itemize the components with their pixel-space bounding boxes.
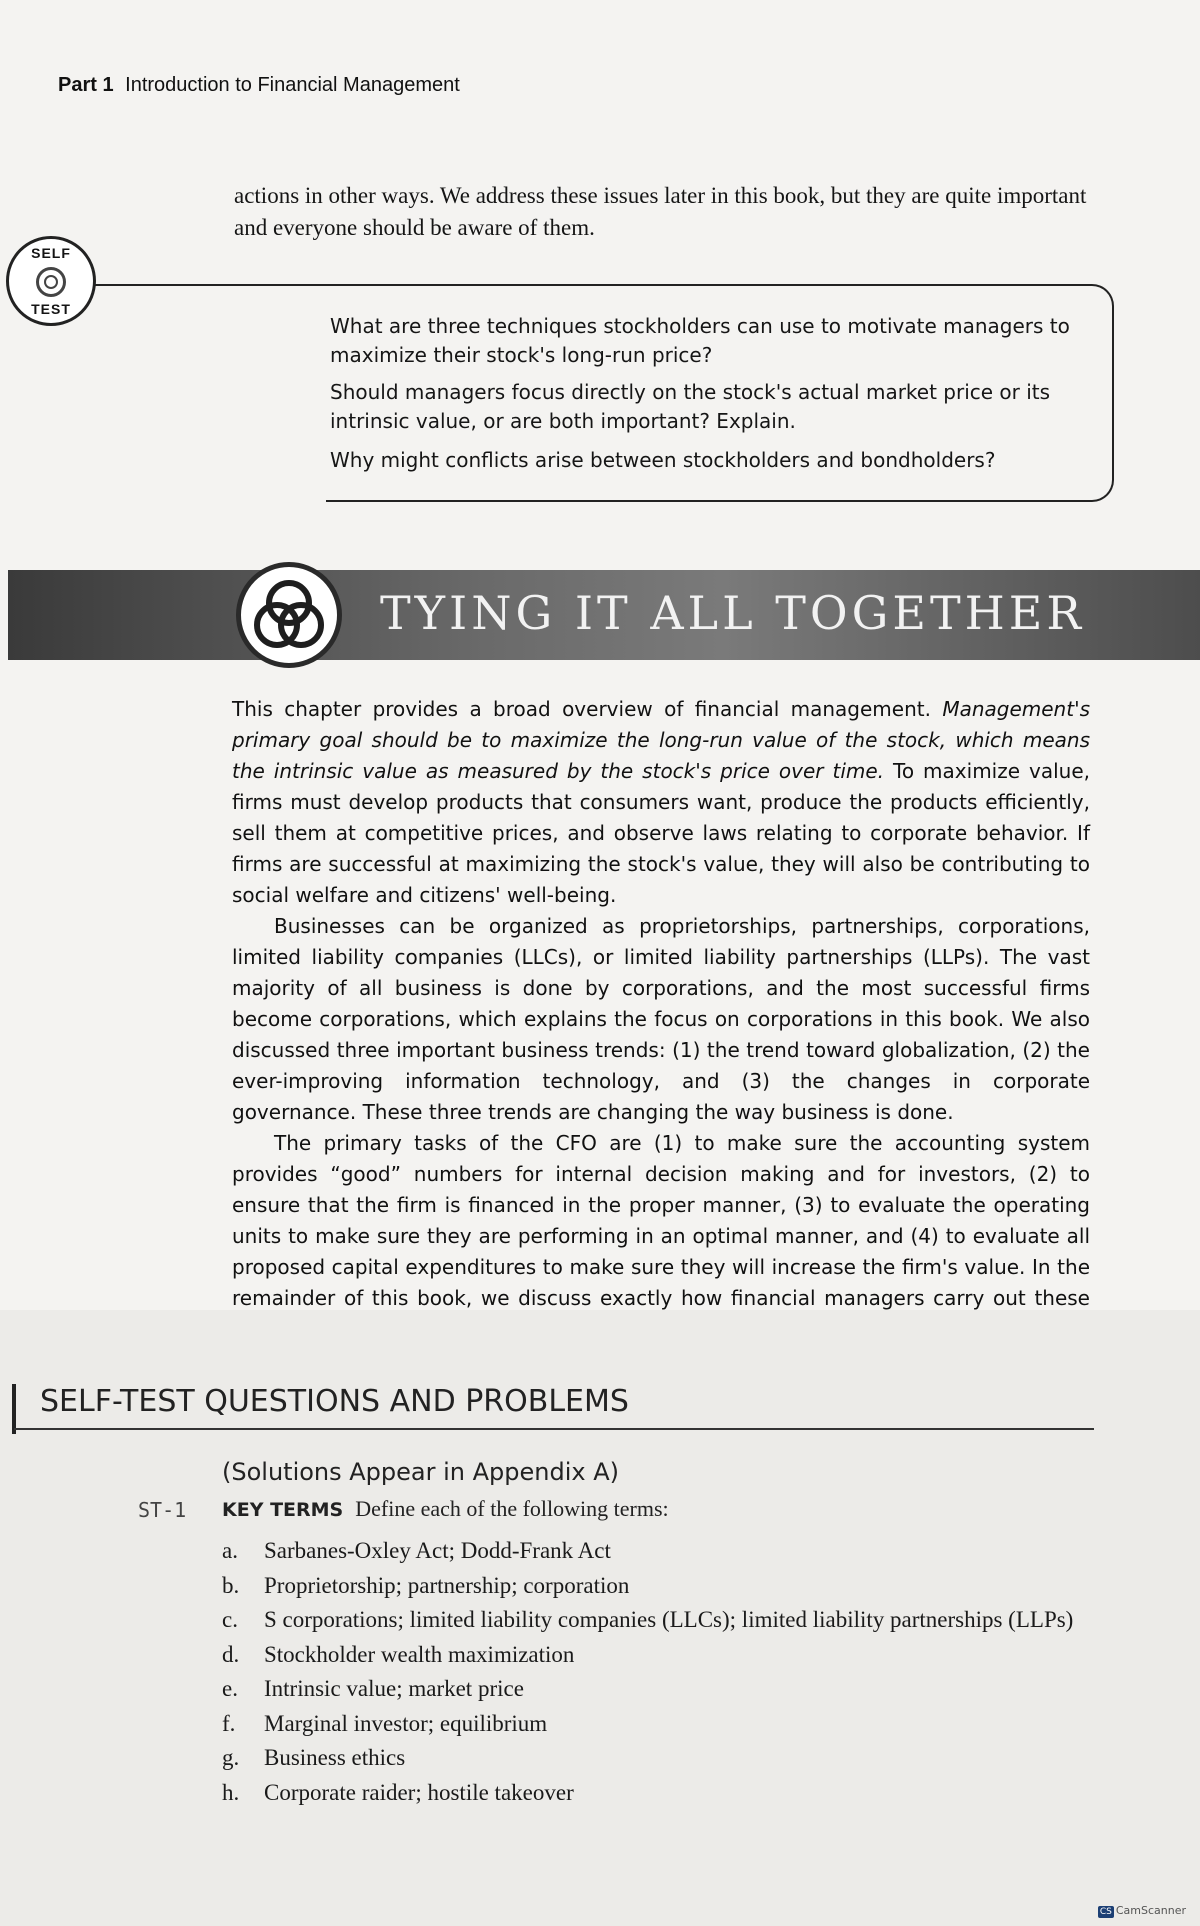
section-rule: [14, 1428, 1094, 1430]
badge-bottom-label: TEST: [31, 301, 71, 317]
item-text: Sarbanes-Oxley Act; Dodd-Frank Act: [264, 1538, 611, 1563]
item-text: Stockholder wealth maximization: [264, 1641, 575, 1667]
self-test-question: Should managers focus directly on the stock's actual market price or its intrinsic value, or are both important? Explain.: [330, 380, 1051, 433]
list-item: [222, 1603, 1142, 1638]
summary-paragraph-1: [232, 694, 1090, 911]
problem-heading: [222, 1496, 669, 1522]
list-item: [222, 1741, 1142, 1776]
summary-paragraph-3: The primary tasks of the CFO are (1) to make sure the accounting system provides “good” numbers for internal decision making and for investors, (2) to ensure that the firm is financed in the proper manner, (3) to evaluate the operating units to make sure they are performing in an optimal manner, and (4) to evaluate all proposed capital expenditures to make sure they will increase the firm's value. In the remainder of this book, we discuss exactly how financial managers carry out these: [232, 1131, 1090, 1310]
item-letter: d.: [222, 1641, 240, 1667]
item-letter: b.: [222, 1572, 240, 1598]
list-item: [222, 1569, 1142, 1604]
list-item: [222, 1534, 1142, 1569]
key-terms-label: KEY TERMS: [222, 1499, 344, 1521]
item-letter: h.: [222, 1779, 240, 1805]
item-text: Marginal investor; equilibrium: [264, 1710, 548, 1736]
key-terms-list: [222, 1534, 1142, 1810]
page-header: [58, 74, 460, 97]
item-text: S corporations; limited liability companies (LLCs); limited liability partnerships (LLPs): [264, 1607, 1074, 1632]
item-text: Business ethics: [264, 1745, 406, 1770]
summary-p1-start: This chapter provides a broad overview of financial management.: [232, 697, 943, 721]
part-label: Part 1: [58, 74, 114, 96]
problem-number: ST-1: [138, 1498, 187, 1522]
summary-p1-italic: Management's primary goal should be to maximize the long-run value of the stock, which means the intrinsic value as measured by the stock's price over time.: [232, 697, 1090, 783]
list-item: [222, 1638, 1142, 1673]
trefoil-knot-svg: [241, 567, 337, 663]
list-item: [222, 1672, 1142, 1707]
item-text: Proprietorship; partnership; corporation: [264, 1572, 630, 1598]
badge-top-label: SELF: [31, 245, 71, 261]
banner-title: TYING IT ALL TOGETHER: [380, 586, 1085, 640]
solutions-note: (Solutions Appear in Appendix A): [222, 1458, 620, 1486]
item-letter: g.: [222, 1745, 240, 1770]
chapter-summary: [232, 694, 1090, 1345]
item-letter: f.: [222, 1710, 236, 1736]
summary-p1-end: To maximize value, firms must develop products that consumers want, produce the products efficiently, sell them at competitive prices, and observe laws relating to corporate behavior. If firms are successful at maximizing the stock's value, they will also be contributing to social welfare and citizens' well-being.: [232, 759, 1090, 907]
list-item: [222, 1707, 1142, 1742]
camscanner-logo-icon: CS: [1099, 1907, 1112, 1917]
list-item: [222, 1776, 1142, 1811]
self-test-question: Why might conflicts arise between stockholders and bondholders?: [330, 448, 996, 472]
item-text: Intrinsic value; market price: [264, 1676, 524, 1701]
part-title: Introduction to Financial Management: [125, 74, 460, 96]
watermark-text: CamScanner: [1115, 1904, 1186, 1917]
self-test-question: What are three techniques stockholders can use to motivate managers to maximize their stock's long-run price?: [330, 314, 1070, 367]
item-letter: c.: [222, 1607, 238, 1632]
item-letter: a.: [222, 1538, 238, 1563]
self-test-badge-icon: [6, 236, 96, 326]
item-letter: e.: [222, 1676, 238, 1701]
section-marker: [12, 1384, 16, 1434]
key-terms-instruction: Define each of the following terms:: [355, 1496, 669, 1521]
summary-paragraph-2: Businesses can be organized as proprietorships, partnerships, corporations, limited liability companies (LLCs), or limited liability partnerships (LLPs). The vast majority of all business is done by corporations, and the most successful firms become corporations, which explains the focus on corporations in this book. We also discussed three important business trends: (1) the trend toward globalization, (2) the ever-improving information technology, and (3) the changes in corporate governance. These three trends are changing the way business is done.: [232, 914, 1090, 1124]
intro-paragraph: actions in other ways. We address these issues later in this book, but they are quite important and everyone should be aware of them.: [234, 183, 1087, 240]
item-text: Corporate raider; hostile takeover: [264, 1779, 574, 1805]
nut-icon: [36, 267, 66, 297]
scanner-watermark: [1098, 1904, 1186, 1918]
trefoil-knot-icon: [236, 562, 342, 668]
section-title: SELF-TEST QUESTIONS AND PROBLEMS: [40, 1384, 629, 1419]
